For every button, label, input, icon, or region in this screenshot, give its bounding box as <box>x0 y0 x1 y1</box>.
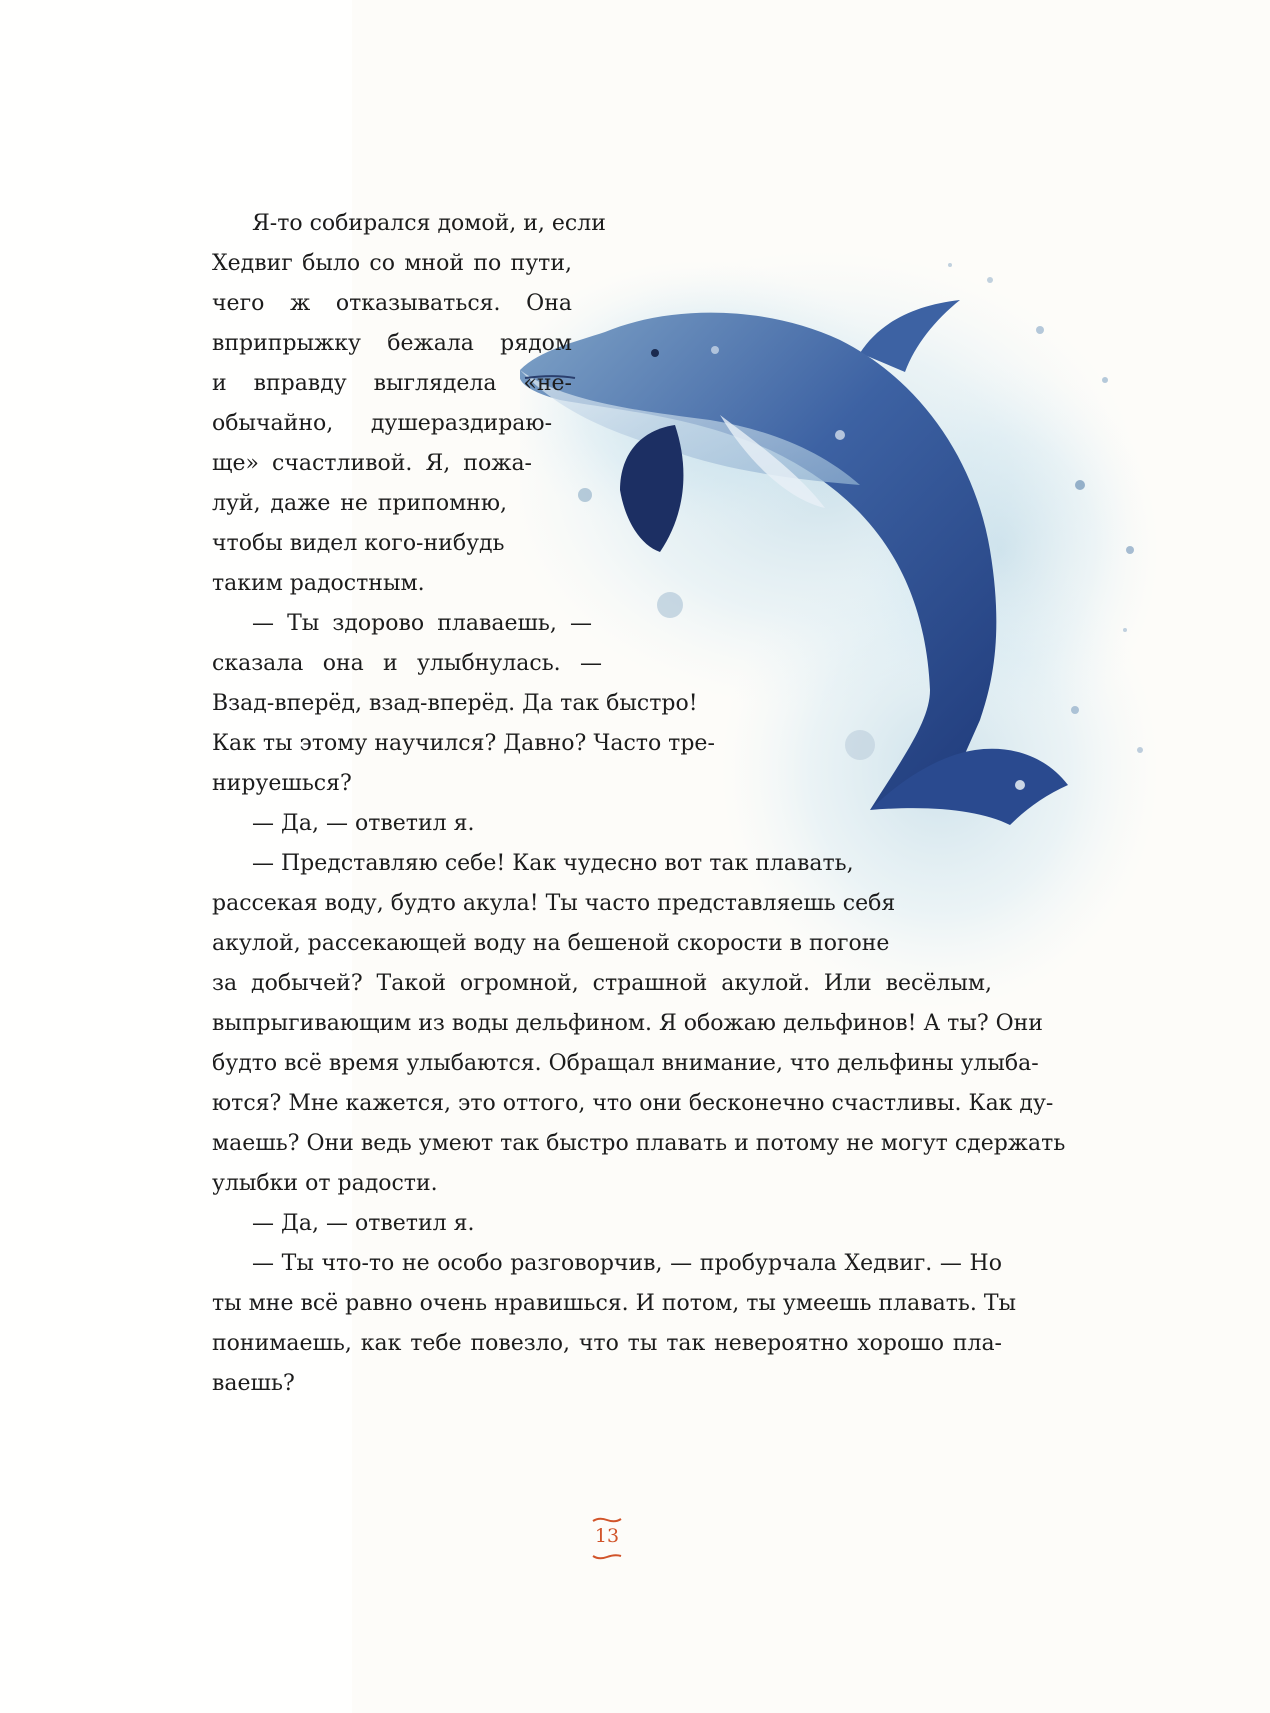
text-line: за добычей? Такой огромной, страшной акулой. Или весёлым, <box>212 971 992 996</box>
text-line: — Ты что-то не особо разговорчив, — пробурчала Хедвиг. — Но <box>252 1251 1002 1276</box>
text-line: ще» счастливой. Я, пожа- <box>212 451 532 476</box>
text-line: Хедвиг было со мной по пути, <box>212 251 572 276</box>
page-number-text: 13 <box>594 1525 620 1547</box>
text-line: сказала она и улыбнулась. — <box>212 651 602 676</box>
text-line: ты мне всё равно очень нравишься. И потом, ты умеешь плавать. Ты <box>212 1291 1017 1316</box>
text-line: — Да, — ответил я. <box>252 811 475 836</box>
text-line: вприпрыжку бежала рядом <box>212 331 572 356</box>
text-line: маешь? Они ведь умеют так быстро плавать и потому не могут сдержать <box>212 1131 1066 1156</box>
text-line: ются? Мне кажется, это оттого, что они бесконечно счастливы. Как ду- <box>212 1091 1054 1116</box>
text-line: — Да, — ответил я. <box>252 1211 475 1236</box>
text-line: таким радостным. <box>212 571 425 596</box>
text-line: ваешь? <box>212 1371 295 1396</box>
text-line: будто всё время улыбаются. Обращал внимание, что дельфины улыба- <box>212 1051 1039 1076</box>
text-line: чего ж отказываться. Она <box>212 291 572 316</box>
text-line: луй, даже не припомню, <box>212 491 507 516</box>
text-line: рассекая воду, будто акула! Ты часто представляешь себя <box>212 891 896 916</box>
text-line: улыбки от радости. <box>212 1171 438 1196</box>
text-line: Взад-вперёд, взад-вперёд. Да так быстро! <box>212 691 698 716</box>
text-line: понимаешь, как тебе повезло, что ты так невероятно хорошо пла- <box>212 1331 1002 1356</box>
text-line: акулой, рассекающей воду на бешеной скорости в погоне <box>212 931 890 956</box>
text-line: и вправду выглядела «не- <box>212 371 572 396</box>
text-line: — Ты здорово плаваешь, — <box>252 611 592 636</box>
text-line: нируешься? <box>212 771 352 796</box>
text-line: Как ты этому научился? Давно? Часто тре- <box>212 731 715 756</box>
text-line: Я-то собирался домой, и, если <box>252 211 606 236</box>
page-number <box>590 1516 624 1560</box>
text-line: выпрыгивающим из воды дельфином. Я обожаю дельфинов! А ты? Они <box>212 1011 1043 1036</box>
text-line: обычайно, душераздираю- <box>212 411 552 436</box>
text-line: — Представляю себе! Как чудесно вот так плавать, <box>252 851 854 876</box>
text-line: чтобы видел кого-нибудь <box>212 531 505 556</box>
